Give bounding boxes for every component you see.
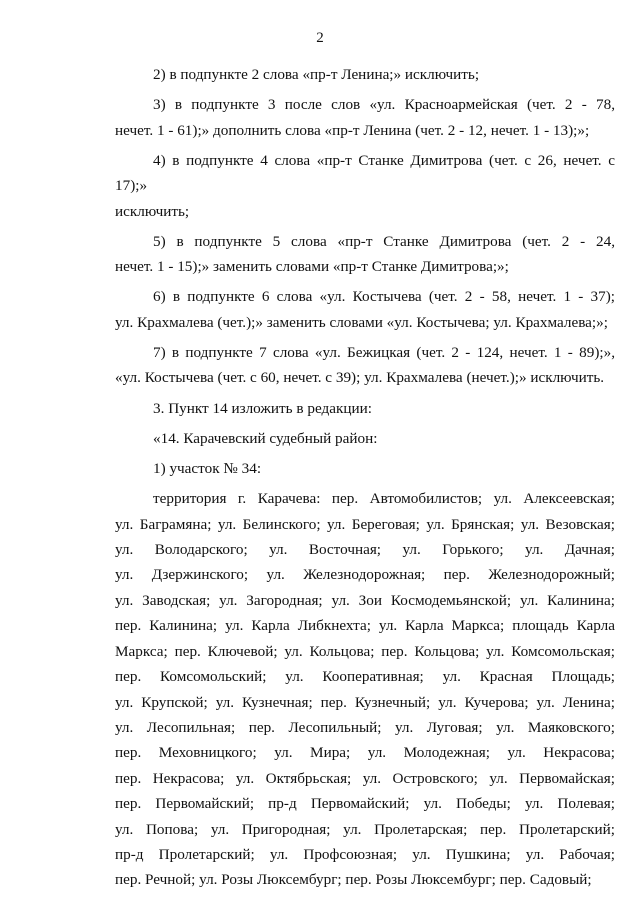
page-number: 2 bbox=[316, 30, 324, 46]
text-line: 7) в подпункте 7 слова «ул. Бежицкая (чет. 2 - 124, нечет. 1 - 89);», bbox=[153, 344, 615, 362]
text-line: ул. Володарского; ул. Восточная; ул. Горького; ул. Дачная; bbox=[115, 541, 615, 559]
text-line: территория г. Карачева: пер. Автомобилистов; ул. Алексеевская; bbox=[153, 490, 615, 508]
document-body bbox=[115, 62, 615, 893]
text-line: «14. Карачевский судебный район: bbox=[153, 429, 378, 447]
text-line: 6) в подпункте 6 слова «ул. Костычева (чет. 2 - 58, нечет. 1 - 37); bbox=[153, 288, 615, 306]
text-line: 3) в подпункте 3 после слов «ул. Красноармейская (чет. 2 - 78, bbox=[153, 96, 615, 114]
text-line: ул. Крахмалева (чет.);» заменить словами «ул. Костычева; ул. Крахмалева;»; bbox=[115, 313, 608, 331]
text-line: 5) в подпункте 5 слова «пр-т Станке Димитрова (чет. 2 - 24, bbox=[153, 232, 615, 250]
paragraph-p4 bbox=[115, 229, 615, 280]
text-line: пер. Комсомольский; ул. Кооперативная; ул. Красная Площадь; bbox=[115, 668, 615, 686]
text-line: ул. Дзержинского; ул. Железнодорожная; пер. Железнодорожный; bbox=[115, 566, 615, 584]
text-line: пер. Калинина; ул. Карла Либкнехта; ул. Карла Маркса; площадь Карла bbox=[115, 617, 615, 635]
text-line: 2) в подпункте 2 слова «пр-т Ленина;» исключить; bbox=[153, 66, 480, 83]
text-line: нечет. 1 - 61);» дополнить слова «пр-т Ленина (чет. 2 - 12, нечет. 1 - 13);»; bbox=[115, 121, 590, 139]
text-line: ул. Крупской; ул. Кузнечная; пер. Кузнечный; ул. Кучерова; ул. Ленина; bbox=[115, 693, 615, 711]
text-line: ул. Попова; ул. Пригородная; ул. Пролетарская; пер. Пролетарский; bbox=[115, 820, 615, 838]
text-line: ул. Заводская; ул. Загородная; ул. Зои Космодемьянской; ул. Калинина; bbox=[115, 591, 615, 609]
paragraph-p1 bbox=[115, 62, 615, 87]
text-line: пр-д Пролетарский; ул. Профсоюзная; ул. Пушкина; ул. Рабочая; bbox=[115, 845, 615, 863]
text-line: Маркса; пер. Ключевой; ул. Кольцова; пер. Кольцова; ул. Комсомольская; bbox=[115, 642, 615, 660]
text-line: ул. Лесопильная; пер. Лесопильный; ул. Луговая; ул. Маяковского; bbox=[115, 718, 615, 736]
text-line: 3. Пункт 14 изложить в редакции: bbox=[153, 399, 372, 417]
paragraph-p2 bbox=[115, 92, 615, 143]
text-line: ул. Баграмяна; ул. Белинского; ул. Береговая; ул. Брянская; ул. Везовская; bbox=[115, 515, 615, 533]
paragraph-p5 bbox=[115, 284, 615, 335]
text-line: пер. Первомайский; пр-д Первомайский; ул. Победы; ул. Полевая; bbox=[115, 795, 615, 813]
paragraph-p3 bbox=[115, 148, 615, 224]
text-line: 4) в подпункте 4 слова «пр-т Станке Димитрова (чет. с 26, нечет. с 17);» bbox=[115, 151, 615, 195]
text-line: «ул. Костычева (чет. с 60, нечет. с 39); ул. Крахмалева (нечет.);» исключить. bbox=[115, 369, 605, 387]
text-line: нечет. 1 - 15);» заменить словами «пр-т Станке Димитрова;»; bbox=[115, 258, 509, 276]
paragraph-p6 bbox=[115, 340, 615, 391]
text-line: исключить; bbox=[115, 202, 190, 220]
paragraph-p8 bbox=[115, 426, 615, 451]
text-line: пер. Меховницкого; ул. Мира; ул. Молодежная; ул. Некрасова; bbox=[115, 744, 615, 762]
text-line: пер. Некрасова; ул. Октябрьская; ул. Островского; ул. Первомайская; bbox=[115, 769, 615, 787]
text-line: 1) участок № 34: bbox=[153, 460, 262, 478]
paragraph-p10 bbox=[115, 486, 615, 893]
text-line: пер. Речной; ул. Розы Люксембург; пер. Розы Люксембург; пер. Садовый; bbox=[115, 871, 592, 889]
paragraph-p9 bbox=[115, 456, 615, 481]
paragraph-p7 bbox=[115, 396, 615, 421]
